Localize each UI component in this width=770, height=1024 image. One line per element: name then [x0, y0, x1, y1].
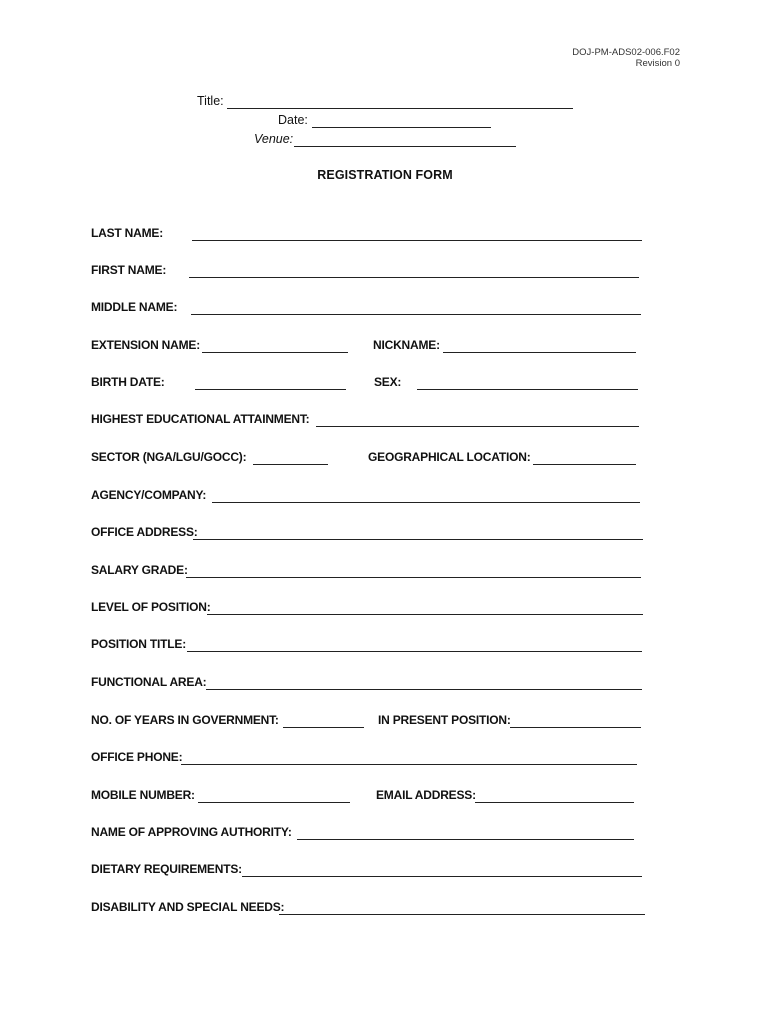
- document-code-number: DOJ-PM-ADS02-006.F02: [572, 47, 680, 58]
- agency-field[interactable]: [212, 502, 640, 503]
- mobile-number-field[interactable]: [198, 802, 350, 803]
- venue-field[interactable]: [294, 146, 516, 147]
- nickname-label: NICKNAME:: [373, 338, 440, 352]
- date-field[interactable]: [312, 127, 491, 128]
- document-code: [572, 47, 680, 69]
- form-heading: REGISTRATION FORM: [317, 168, 453, 182]
- disability-field[interactable]: [279, 914, 645, 915]
- approving-authority-label: NAME OF APPROVING AUTHORITY:: [91, 825, 292, 839]
- office-address-field[interactable]: [193, 539, 643, 540]
- middle-name-label: MIDDLE NAME:: [91, 300, 178, 314]
- birth-date-field[interactable]: [195, 389, 346, 390]
- venue-label: Venue:: [254, 132, 294, 146]
- dietary-field[interactable]: [242, 876, 642, 877]
- sector-label: SECTOR (NGA/LGU/GOCC):: [91, 450, 247, 464]
- functional-area-label: FUNCTIONAL AREA:: [91, 675, 207, 689]
- geo-location-label: GEOGRAPHICAL LOCATION:: [368, 450, 531, 464]
- nickname-field[interactable]: [443, 352, 636, 353]
- present-position-label: IN PRESENT POSITION:: [378, 713, 511, 727]
- email-address-field[interactable]: [475, 802, 634, 803]
- level-position-field[interactable]: [207, 614, 643, 615]
- email-address-label: EMAIL ADDRESS:: [376, 788, 476, 802]
- present-position-field[interactable]: [510, 727, 641, 728]
- document-revision: Revision 0: [635, 58, 680, 69]
- salary-grade-field[interactable]: [186, 577, 641, 578]
- geo-location-field[interactable]: [533, 464, 636, 465]
- office-address-label: OFFICE ADDRESS:: [91, 525, 198, 539]
- mobile-number-label: MOBILE NUMBER:: [91, 788, 195, 802]
- level-position-label: LEVEL OF POSITION:: [91, 600, 211, 614]
- middle-name-field[interactable]: [191, 314, 641, 315]
- office-phone-field[interactable]: [181, 764, 637, 765]
- office-phone-label: OFFICE PHONE:: [91, 750, 183, 764]
- years-government-label: NO. OF YEARS IN GOVERNMENT:: [91, 713, 279, 727]
- position-title-label: POSITION TITLE:: [91, 637, 186, 651]
- date-label: Date:: [278, 113, 308, 127]
- extension-name-field[interactable]: [202, 352, 348, 353]
- disability-label: DISABILITY AND SPECIAL NEEDS:: [91, 900, 285, 914]
- title-field[interactable]: [227, 108, 573, 109]
- extension-name-label: EXTENSION NAME:: [91, 338, 201, 352]
- last-name-label: LAST NAME:: [91, 226, 163, 240]
- position-title-field[interactable]: [187, 651, 642, 652]
- sex-field[interactable]: [417, 389, 638, 390]
- title-label: Title:: [197, 94, 224, 108]
- birth-date-label: BIRTH DATE:: [91, 375, 165, 389]
- last-name-field[interactable]: [192, 240, 642, 241]
- approving-authority-field[interactable]: [297, 839, 634, 840]
- education-field[interactable]: [316, 426, 639, 427]
- agency-label: AGENCY/COMPANY:: [91, 488, 207, 502]
- first-name-label: FIRST NAME:: [91, 263, 167, 277]
- sector-field[interactable]: [253, 464, 328, 465]
- salary-grade-label: SALARY GRADE:: [91, 563, 188, 577]
- sex-label: SEX:: [374, 375, 402, 389]
- dietary-label: DIETARY REQUIREMENTS:: [91, 862, 242, 876]
- first-name-field[interactable]: [189, 277, 639, 278]
- functional-area-field[interactable]: [206, 689, 642, 690]
- education-label: HIGHEST EDUCATIONAL ATTAINMENT:: [91, 412, 310, 426]
- years-government-field[interactable]: [283, 727, 364, 728]
